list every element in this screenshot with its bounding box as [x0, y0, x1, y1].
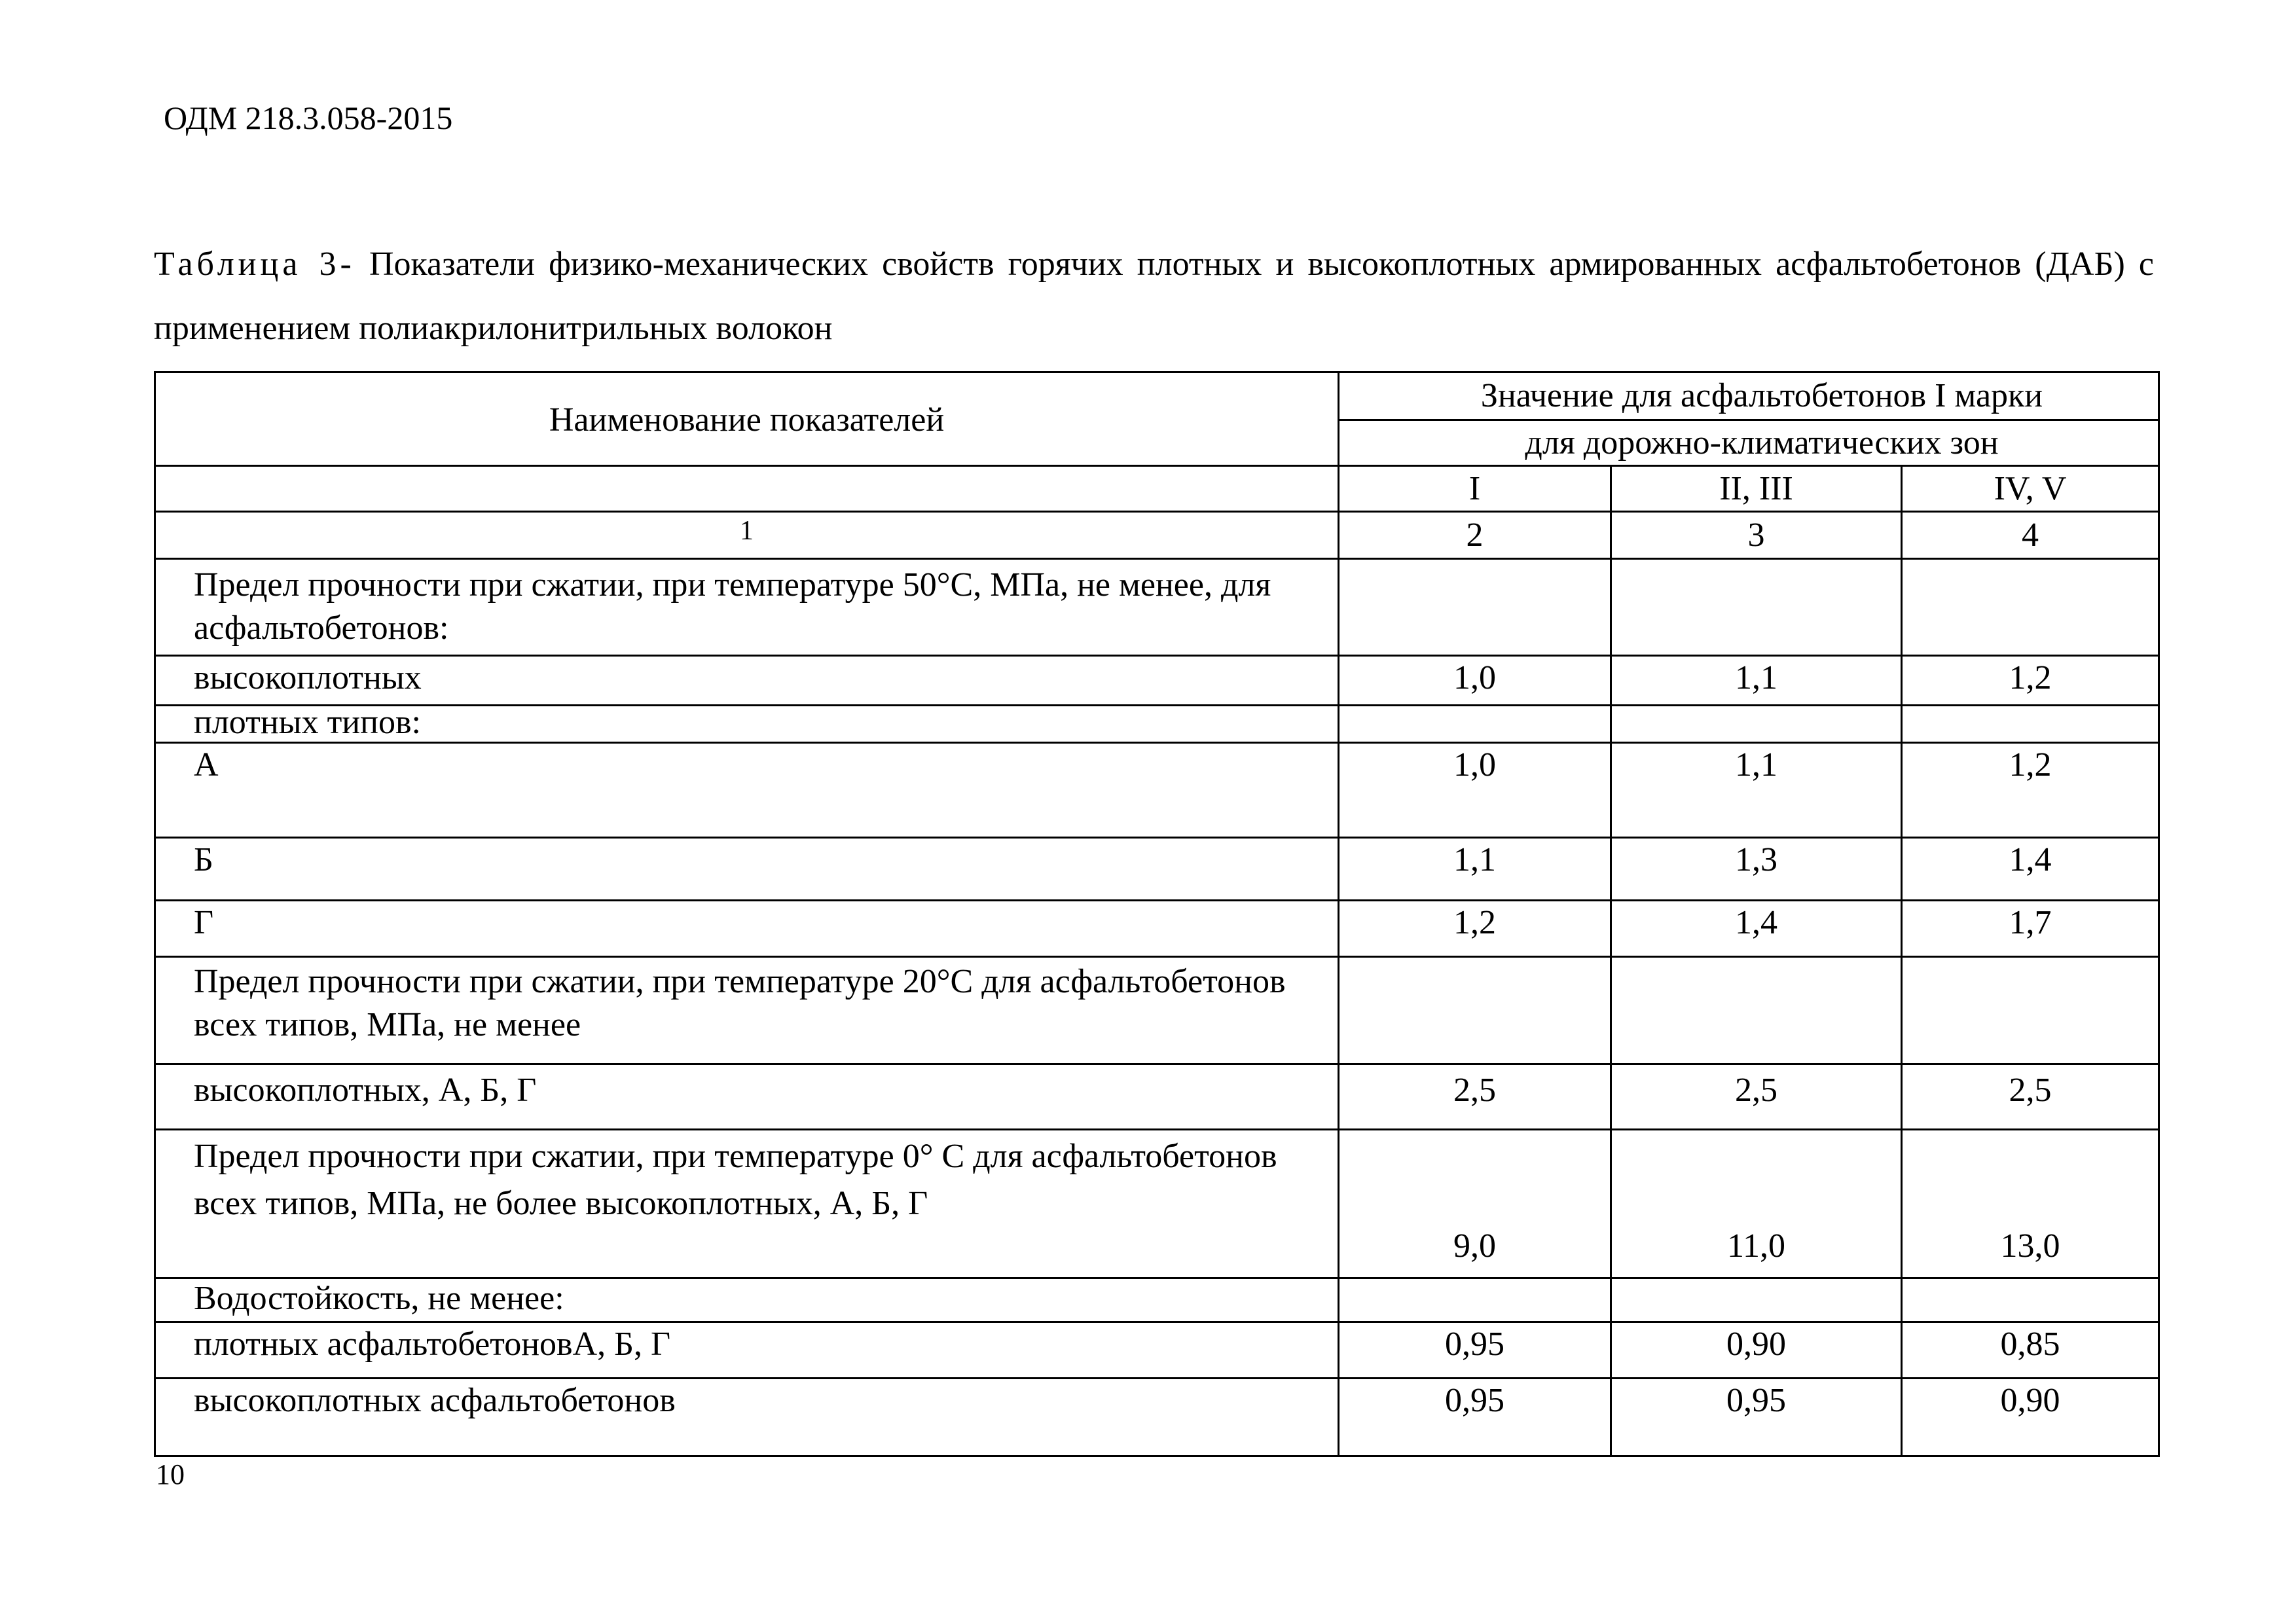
header-value-line2: для дорожно-климатических зон	[1339, 420, 2159, 466]
row-label: А	[155, 743, 1339, 838]
row-value: 1,1	[1611, 656, 1902, 706]
column-numbers-row	[155, 512, 2159, 559]
row-value: 1,1	[1611, 743, 1902, 838]
row-value: 1,3	[1611, 838, 1902, 901]
row-value: 1,2	[1902, 743, 2159, 838]
row-value: 0,90	[1902, 1379, 2159, 1456]
column-number: 2	[1339, 512, 1611, 559]
zone-label: II, III	[1611, 466, 1902, 512]
row-value: 0,95	[1611, 1379, 1902, 1456]
row-label: высокоплотных, А, Б, Г	[155, 1064, 1339, 1130]
header-value-line1: Значение для асфальтобетонов I марки	[1339, 372, 2159, 420]
row-value: 1,0	[1339, 743, 1611, 838]
row-label: высокоплотных	[155, 656, 1339, 706]
row-value: 1,1	[1339, 838, 1611, 901]
table-caption-text: Показатели физико-механических свойств горячих плотных и высокоплотных армированных асфальтобетонов (ДАБ) с применением полиакрилонитрильных волокон	[154, 245, 2154, 347]
row-value	[1339, 1278, 1611, 1322]
document-code: ОДМ 218.3.058-2015	[164, 99, 453, 136]
row-label: высокоплотных асфальтобетонов	[155, 1379, 1339, 1456]
row-value: 11,0	[1611, 1130, 1902, 1278]
row-value	[1339, 706, 1611, 743]
row-value: 0,90	[1611, 1322, 1902, 1379]
row-label: Предел прочности при сжатии, при температуре 20°С для асфальтобетонов всех типов, МПа, не менее	[155, 957, 1339, 1064]
row-value: 1,4	[1902, 838, 2159, 901]
table-caption	[154, 232, 2154, 361]
row-value: 2,5	[1611, 1064, 1902, 1130]
row-label: плотных типов:	[155, 706, 1339, 743]
table-row	[155, 901, 2159, 957]
properties-table	[154, 371, 2160, 1457]
zone-label: I	[1339, 466, 1611, 512]
row-value: 0,85	[1902, 1322, 2159, 1379]
row-value	[1611, 1278, 1902, 1322]
row-value	[1611, 957, 1902, 1064]
row-label: Г	[155, 901, 1339, 957]
row-label: Б	[155, 838, 1339, 901]
row-label: плотных асфальтобетоновА, Б, Г	[155, 1322, 1339, 1379]
row-value	[1339, 957, 1611, 1064]
table-row	[155, 743, 2159, 838]
table-row	[155, 1379, 2159, 1456]
zones-empty-cell	[155, 466, 1339, 512]
table-row	[155, 559, 2159, 656]
row-label: Водостойкость, не менее:	[155, 1278, 1339, 1322]
table-row	[155, 838, 2159, 901]
table-row	[155, 706, 2159, 743]
column-number: 3	[1611, 512, 1902, 559]
table-row	[155, 1278, 2159, 1322]
row-value: 1,2	[1902, 656, 2159, 706]
row-value: 13,0	[1902, 1130, 2159, 1278]
zone-label: IV, V	[1902, 466, 2159, 512]
table-row	[155, 957, 2159, 1064]
row-value: 9,0	[1339, 1130, 1611, 1278]
row-value	[1902, 559, 2159, 656]
row-value	[1611, 559, 1902, 656]
header-row	[155, 372, 2159, 420]
row-value: 1,2	[1339, 901, 1611, 957]
row-value: 1,7	[1902, 901, 2159, 957]
table-row	[155, 656, 2159, 706]
row-value	[1339, 559, 1611, 656]
column-number: 4	[1902, 512, 2159, 559]
page-number: 10	[156, 1458, 185, 1490]
row-value	[1902, 706, 2159, 743]
row-value: 2,5	[1902, 1064, 2159, 1130]
row-value: 0,95	[1339, 1379, 1611, 1456]
row-label: Предел прочности при сжатии, при температуре 0° С для асфальтобетонов всех типов, МПа, не более высокоплотных, А, Б, Г	[155, 1130, 1339, 1278]
row-value	[1902, 957, 2159, 1064]
table-row	[155, 1064, 2159, 1130]
table-caption-label: Таблица 3-	[154, 245, 355, 283]
table-row	[155, 1322, 2159, 1379]
row-value: 2,5	[1339, 1064, 1611, 1130]
row-value: 1,4	[1611, 901, 1902, 957]
header-name-cell: Наименование показателей	[155, 372, 1339, 466]
row-value: 0,95	[1339, 1322, 1611, 1379]
column-number: 1	[155, 512, 1339, 559]
row-value: 1,0	[1339, 656, 1611, 706]
table-row	[155, 1130, 2159, 1278]
row-label: Предел прочности при сжатии, при температуре 50°С, МПа, не менее, для асфальтобетонов:	[155, 559, 1339, 656]
zones-row	[155, 466, 2159, 512]
row-value	[1902, 1278, 2159, 1322]
row-value	[1611, 706, 1902, 743]
